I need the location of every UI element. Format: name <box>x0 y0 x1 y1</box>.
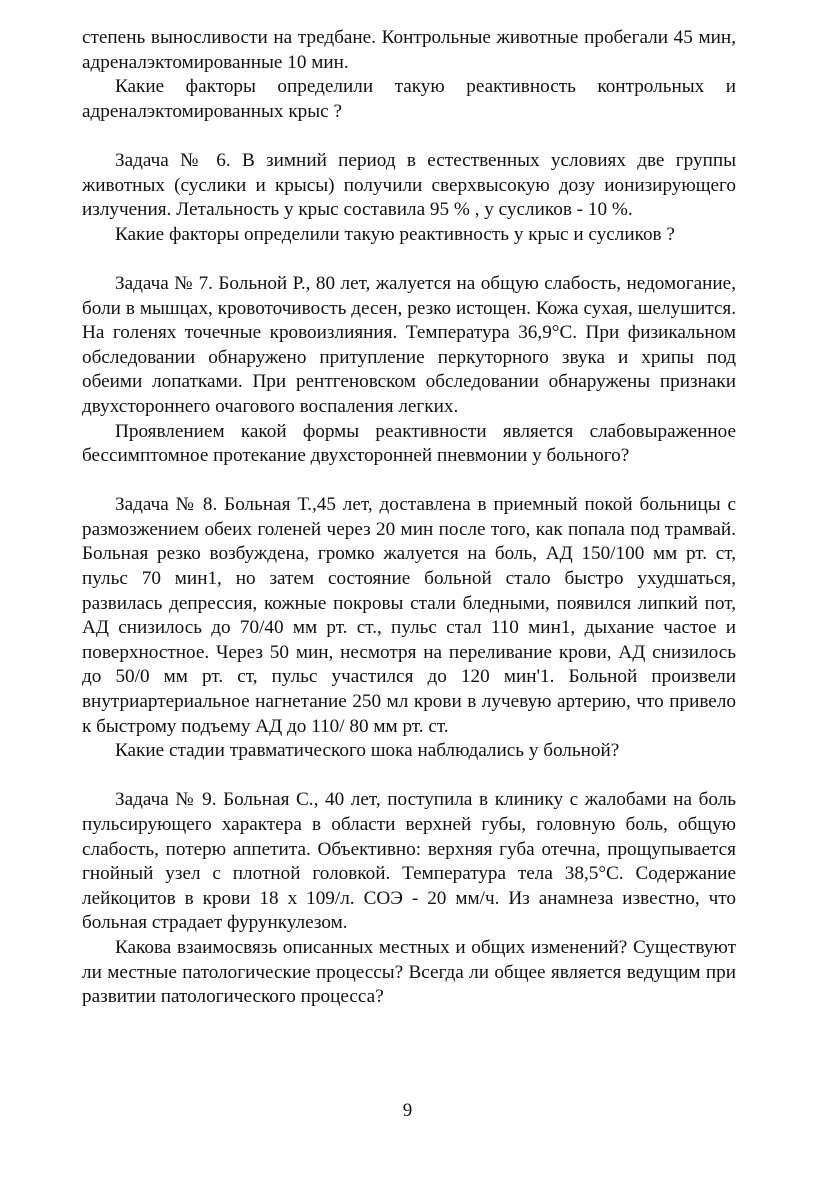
paragraph-continuation: степень выносливости на тредбане. Контрольные животные пробегали 45 мин, адреналэктомированные 10 мин. <box>82 27 736 73</box>
question-task-8: Какие стадии травматического шока наблюдались у больной? <box>115 740 620 762</box>
page-number: 9 <box>402 1100 413 1121</box>
task-6-text: Задача № 6. В зимний период в естественных условиях две группы животных (суслики и крысы) получили сверхвысокую дозу ионизирующего излучения. Летальность у крыс составила 95 % , у сусликов - 10 %. <box>82 149 736 221</box>
task-7-text: Задача № 7. Больной Р., 80 лет, жалуется на общую слабость, недомогание, боли в мышцах, кровоточивость десен, резко истощен. Кожа сухая, шелушится. На голенях точечные кровоизлияния. Температура 36,9°С. При физикальном обследовании обнаружено притупление перкуторного звука и хрипы под обеими лопатками. При рентгеновском обследовании обнаружены признаки двухстороннего очагового воспаления легких. <box>82 272 736 417</box>
page-body <box>82 26 736 1010</box>
question-task-9: Какова взаимосвязь описанных местных и общих изменений? Существуют ли местные патологические процессы? Всегда ли общее является ведущим при развитии патологического процесса? <box>82 936 736 1008</box>
question-task-7: Проявлением какой формы реактивности является слабовыраженное бессимптомное протекание двухсторонней пневмонии у больного? <box>82 420 736 467</box>
task-9-text: Задача № 9. Больная С., 40 лет, поступила в клинику с жалобами на боль пульсирующего характера в области верхней губы, головную боль, общую слабость, потерю аппетита. Объективно: верхняя губа отечна, прощупывается гнойный узел с плотной головкой. Температура тела 38,5°С. Содержание лейкоцитов в крови 18 х 109/л. СОЭ - 20 мм/ч. Из анамнеза известно, что больная страдает фурункулезом. <box>82 789 736 934</box>
question-task-5: Какие факторы определили такую реактивность контрольных и адреналэктомированных крыс ? <box>82 76 736 122</box>
question-task-6: Какие факторы определили такую реактивность у крыс и сусликов ? <box>115 223 675 245</box>
task-8-text: Задача № 8. Больная Т.,45 лет, доставлена в приемный покой больницы с размозжением обеих голеней через 20 мин после того, как попала под трамвай. Больная резко возбуждена, громко жалуется на боль, АД 150/100 мм рт. ст, пульс 70 мин1, но затем состояние больной стало быстро ухудшаться, развилась депрессия, кожные покровы стали бледными, появился липкий пот, АД снизилось до 70/40 мм рт. ст., пульс стал 110 мин1, дыхание частое и поверхностное. Через 50 мин, несмотря на переливание крови, АД снизилось до 50/0 мм рт. ст, пульс участился до 120 мин'1. Больной произвели внутриартериальное нагнетание 250 мл крови в лучевую артерию, что привело к быстрому подъему АД до 110/ 80 мм рт. ст. <box>82 494 736 737</box>
